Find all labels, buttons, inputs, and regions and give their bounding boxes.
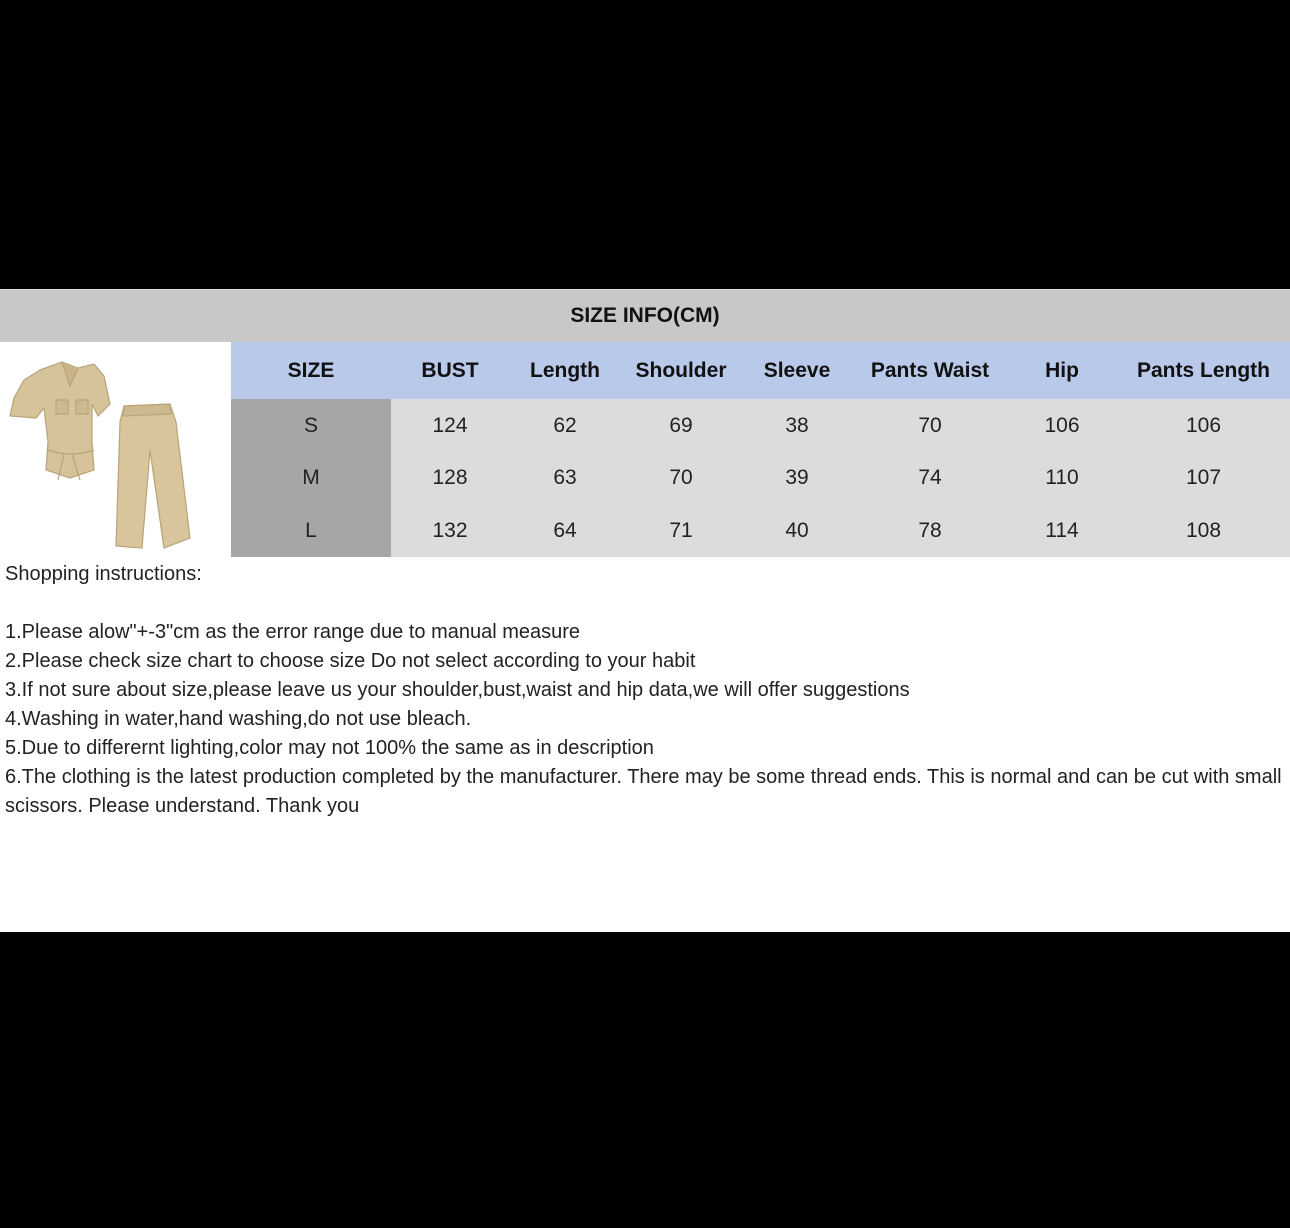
instruction-item: 4.Washing in water,hand washing,do not use bleach. xyxy=(5,708,472,730)
table-cell: 63 xyxy=(553,466,577,489)
table-cell: 62 xyxy=(553,413,577,437)
table-cell: 70 xyxy=(669,466,693,489)
shopping-instructions xyxy=(5,560,1285,821)
table-cell: 106 xyxy=(1185,413,1222,437)
table-cell: 114 xyxy=(1045,518,1079,542)
table-cell: 71 xyxy=(669,518,693,542)
header-bust: BUST xyxy=(421,358,479,382)
table-cell: 128 xyxy=(432,466,468,489)
table-cell: 40 xyxy=(785,518,809,542)
table-cell: 107 xyxy=(1185,466,1222,489)
table-cell: 39 xyxy=(785,466,809,489)
header-size: SIZE xyxy=(287,358,335,382)
table-cell: L xyxy=(305,518,317,542)
table-cell: 124 xyxy=(432,413,468,437)
instruction-item: 3.If not sure about size,please leave us your shoulder,bust,waist and hip data,we will offer suggestions xyxy=(5,679,910,701)
table-cell: 110 xyxy=(1045,466,1079,489)
instruction-item: 2.Please check size chart to choose size Do not select according to your habit xyxy=(5,650,696,672)
table-cell: 106 xyxy=(1044,413,1080,437)
header-hip: Hip xyxy=(1045,358,1079,382)
instruction-item: 5.Due to differernt lighting,color may not 100% the same as in description xyxy=(5,737,654,759)
table-cell: 78 xyxy=(918,518,942,542)
instruction-item: 1.Please alow"+-3"cm as the error range due to manual measure xyxy=(5,621,581,643)
table-cell: 69 xyxy=(669,413,693,437)
table-cell: 70 xyxy=(918,413,942,437)
product-image xyxy=(0,342,231,557)
table-cell: 74 xyxy=(918,466,942,489)
beige-shirt-and-wide-leg-pants-icon xyxy=(0,342,231,557)
table-cell: 108 xyxy=(1185,518,1222,542)
size-info-title: SIZE INFO(CM) xyxy=(0,290,1290,342)
instructions-title: Shopping instructions: xyxy=(5,563,202,585)
size-info-card xyxy=(0,289,1290,932)
table-cell: M xyxy=(302,466,320,489)
table-cell: 64 xyxy=(553,518,577,542)
table-header-row xyxy=(231,342,1290,399)
instruction-item: 6.The clothing is the latest production completed by the manufacturer. There may be some thread ends. This is normal and can be cut with small scissors. Please understand. Thank you xyxy=(5,766,1282,817)
table-cell: 132 xyxy=(432,518,468,542)
table-cell: 38 xyxy=(785,413,809,437)
table-cell: S xyxy=(303,413,318,437)
size-table-body xyxy=(231,399,1290,557)
header-pants-waist: Pants Waist xyxy=(870,358,990,382)
header-shoulder: Shoulder xyxy=(635,358,727,382)
header-length: Length xyxy=(530,358,600,382)
header-sleeve: Sleeve xyxy=(763,358,831,382)
header-pants-length: Pants Length xyxy=(1136,358,1270,382)
